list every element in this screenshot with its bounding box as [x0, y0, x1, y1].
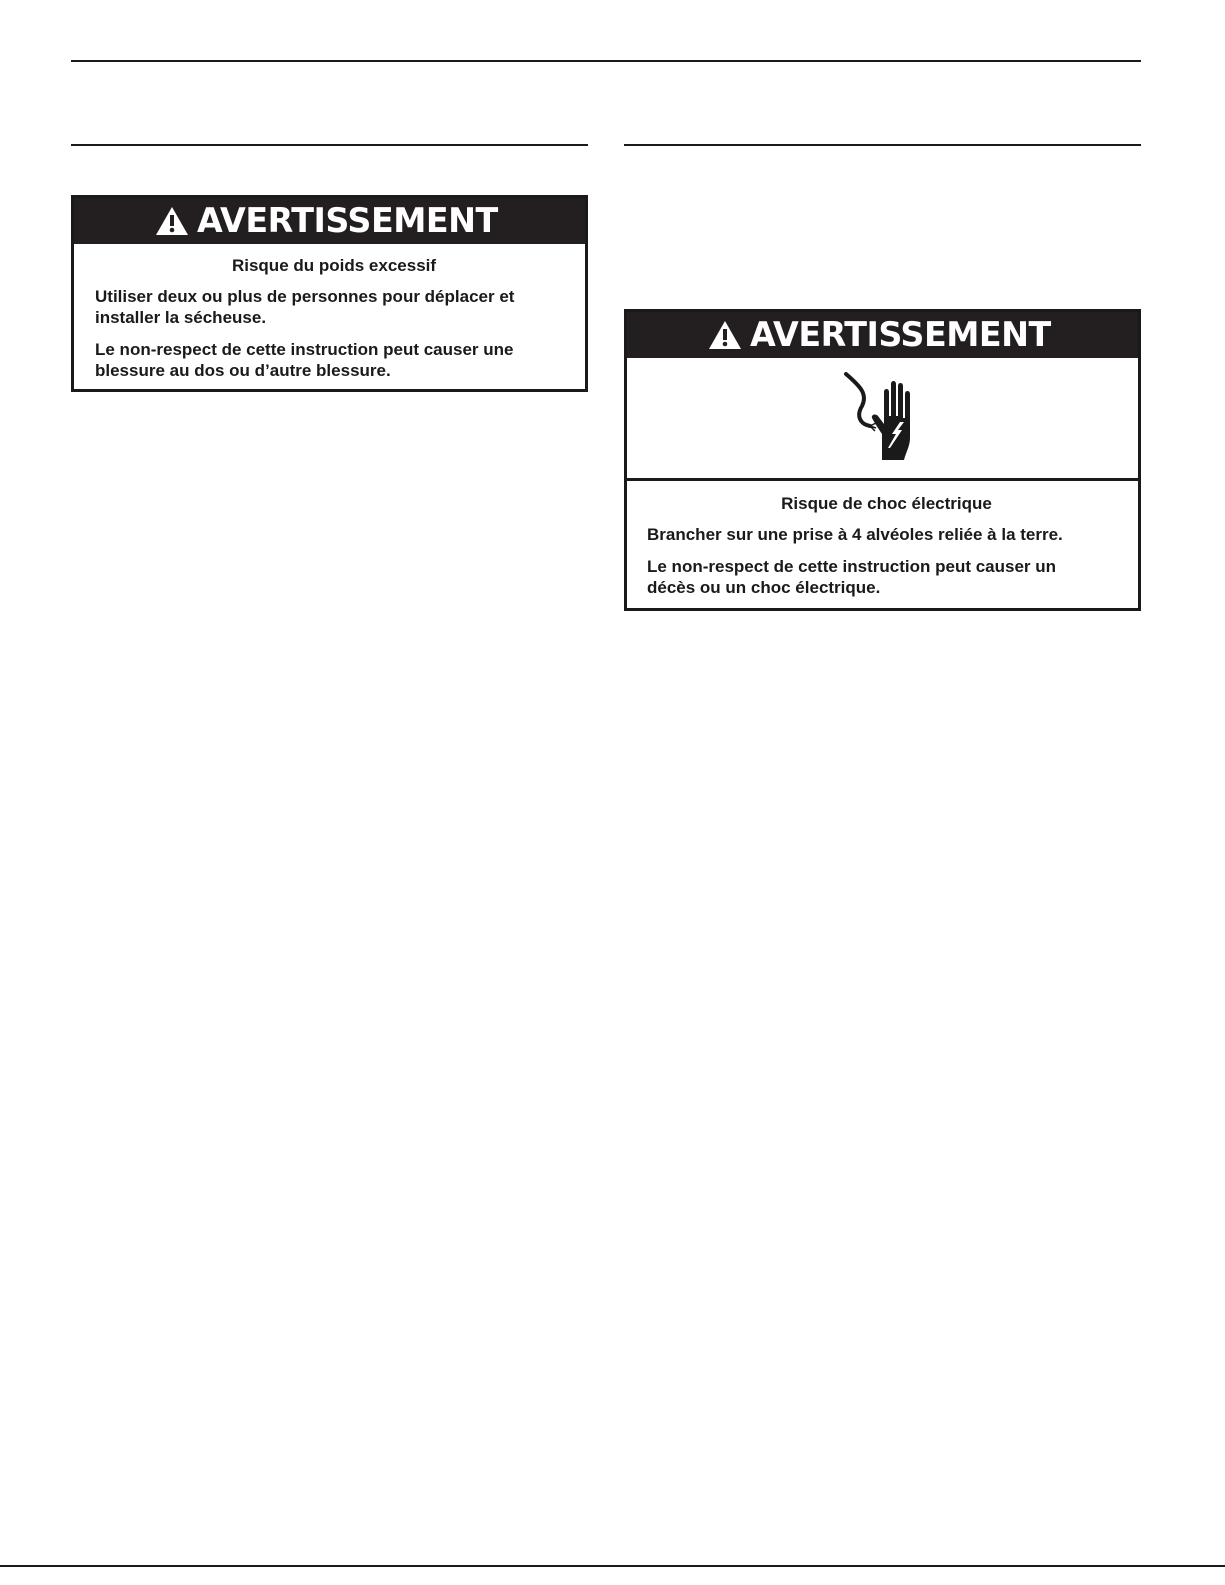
warning-triangle-icon — [708, 320, 742, 350]
warning-body — [74, 244, 585, 381]
hazard-icon-area — [627, 358, 1138, 481]
signal-word: AVERTISSEMENT — [750, 315, 1051, 355]
electric-shock-hand-icon — [838, 372, 928, 464]
bottom-divider — [0, 1565, 1225, 1567]
warning-header — [627, 312, 1138, 358]
right-column-divider — [624, 144, 1141, 146]
top-divider — [71, 60, 1141, 62]
warning-instruction: Brancher sur une prise à 4 alvéoles reliée à la terre. — [647, 525, 1063, 544]
hazard-title: Risque du poids excessif — [231, 256, 437, 275]
warning-header — [74, 198, 585, 244]
warning-body — [627, 481, 1138, 598]
warning-triangle-icon — [155, 206, 189, 236]
warning-instruction: Utiliser deux ou plus de personnes pour déplacer et installer la sécheuse. — [95, 287, 515, 327]
signal-word: AVERTISSEMENT — [197, 201, 498, 241]
warning-consequence: Le non-respect de cette instruction peut causer un décès ou un choc électrique. — [647, 557, 1057, 597]
warning-box-electric-shock — [624, 309, 1141, 611]
hazard-title: Risque de choc électrique — [781, 494, 992, 513]
warning-box-weight — [71, 195, 588, 392]
warning-consequence: Le non-respect de cette instruction peut causer une blessure au dos ou d’autre blessure. — [95, 340, 514, 380]
left-column-divider — [71, 144, 588, 146]
